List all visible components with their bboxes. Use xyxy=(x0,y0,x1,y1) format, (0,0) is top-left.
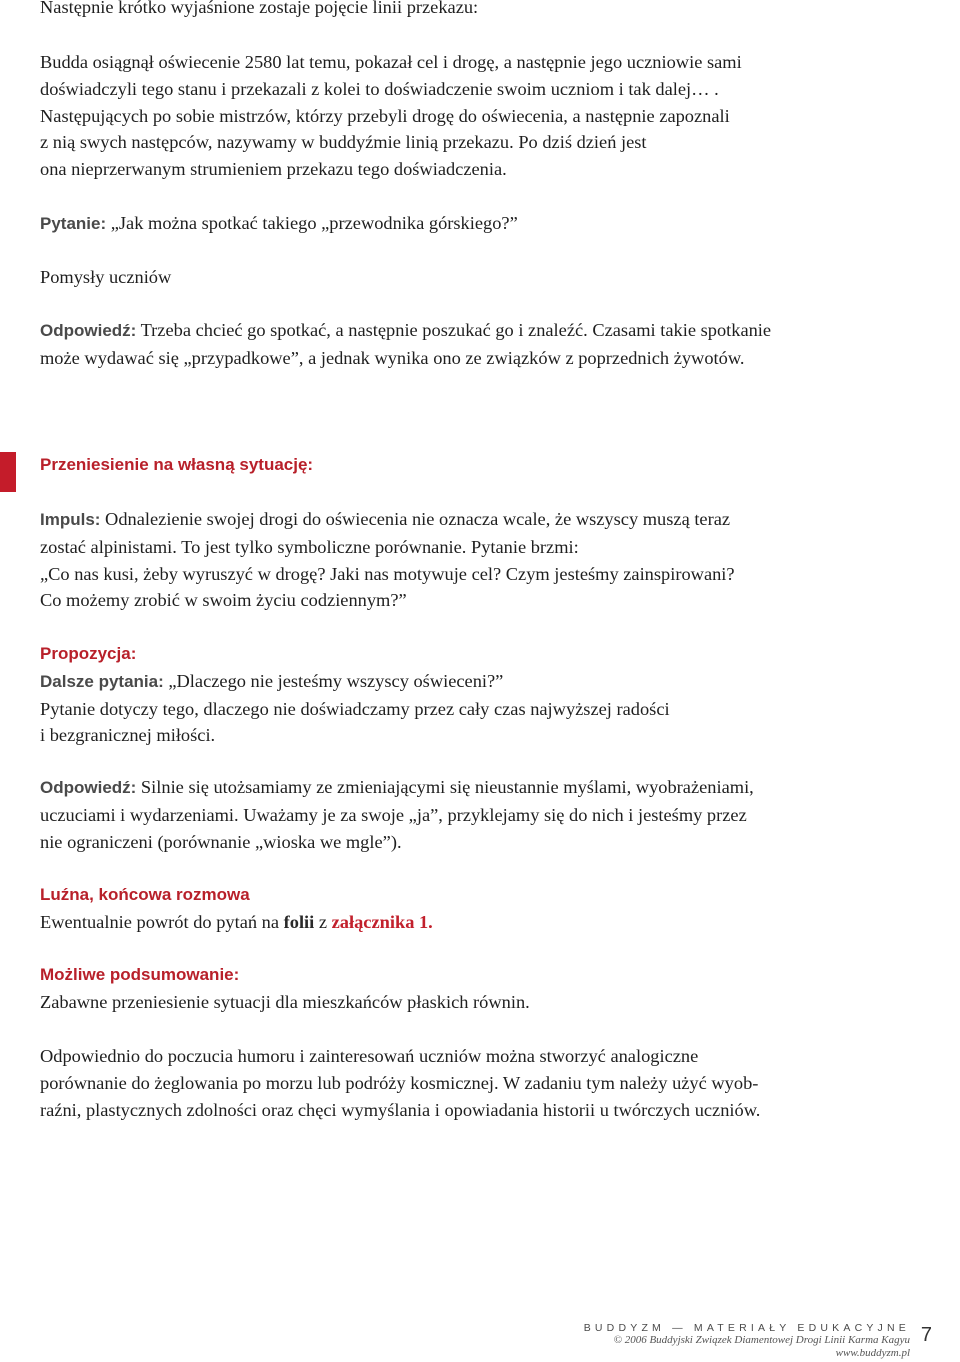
explanation-line: Pytanie dotyczy tego, dlaczego nie doświadczamy przez cały czas najwyższej radości xyxy=(40,698,670,719)
impulse-line: Co możemy zrobić w swoim życiu codziennym?” xyxy=(40,590,407,611)
impulse-block xyxy=(40,506,735,614)
closing-block xyxy=(40,882,433,936)
paragraph-line: z nią swych następców, nazywamy w buddyźmie linią przekazu. Po dziś dzień jest xyxy=(40,132,647,153)
section-heading: Przeniesienie na własną sytuację: xyxy=(40,455,314,474)
impulse-text: Odnalezienie swojej drogi do oświecenia nie oznacza wcale, że wszyscy muszą teraz xyxy=(100,509,731,529)
page-footer xyxy=(584,1322,932,1360)
paragraph-line: Odpowiednio do poczucia humoru i zainteresowań uczniów można stworzyć analogiczne xyxy=(40,1046,699,1066)
summary-text: Zabawne przeniesienie sytuacji dla mieszkańców płaskich równin. xyxy=(40,991,530,1012)
paragraph-line: ona nieprzerwanym strumieniem przekazu tego doświadczenia. xyxy=(40,159,507,180)
impulse-line: zostać alpinistami. To jest tylko symboliczne porównanie. Pytanie brzmi: xyxy=(40,536,579,557)
page-number: 7 xyxy=(920,1324,932,1346)
copyright-text: © 2006 Buddyjski Związek Diamentowej Drogi Linii Karma Kagyu xyxy=(613,1334,910,1346)
proposal-block xyxy=(40,641,670,749)
paragraph-line: Budda osiągnął oświecenie 2580 lat temu, pokazał cel i drogę, a następnie jego uczniowie sami xyxy=(40,52,742,72)
folii-text: folii xyxy=(283,911,315,932)
final-paragraph xyxy=(40,1043,760,1123)
answer-line: może wydawać się „przypadkowe”, a jednak wynika ono ze związków z poprzednich żywotów. xyxy=(40,347,745,368)
section-marker-bar xyxy=(0,452,16,492)
answer-1 xyxy=(40,317,771,372)
closing-mid: z xyxy=(314,911,332,932)
answer-text: Trzeba chcieć go spotkać, a następnie poszukać go i znaleźć. Czasami takie spotkanie xyxy=(136,320,772,340)
website-text: www.buddyzm.pl xyxy=(835,1347,910,1359)
paragraph-line: porównanie do żeglowania po morzu lub podróży kosmicznej. W zadaniu tym należy użyć wyob- xyxy=(40,1072,759,1093)
summary-label: Możliwe podsumowanie: xyxy=(40,965,240,984)
series-title: BUDDYZM — MATERIAŁY EDUKACYJNE xyxy=(583,1322,910,1334)
question-label: Pytanie: xyxy=(40,214,107,233)
lineage-paragraph xyxy=(40,49,742,183)
student-ideas: Pomysły uczniów xyxy=(40,267,172,287)
further-questions-text: „Dlaczego nie jesteśmy wszyscy oświeceni?” xyxy=(163,670,504,691)
explanation-line: i bezgranicznej miłości. xyxy=(40,725,216,746)
closing-label: Luźna, końcowa rozmowa xyxy=(40,885,250,904)
proposal-label: Propozycja: xyxy=(40,644,137,663)
impulse-label: Impuls: xyxy=(40,510,101,529)
answer-text: Silnie się utożsamiamy ze zmieniającymi się nieustannie myślami, wyobrażeniami, xyxy=(136,777,754,797)
further-questions-label: Dalsze pytania: xyxy=(40,671,164,691)
summary-block xyxy=(40,962,530,1016)
intro-text: Następnie krótko wyjaśnione zostaje pojęcie linii przekazu: xyxy=(40,0,479,17)
paragraph-line: Następujących po sobie mistrzów, którzy przebyli drogę do oświecenia, a następnie zapoznali xyxy=(40,105,730,126)
question-1 xyxy=(40,210,518,238)
attachment-link: załącznika 1. xyxy=(331,911,433,932)
answer-label: Odpowiedź: xyxy=(40,321,137,340)
question-text: „Jak można spotkać takiego „przewodnika górskiego?” xyxy=(106,213,518,233)
paragraph-line: doświadczyli tego stanu i przekazali z kolei to doświadczenie swoim uczniom i tak dalej… . xyxy=(40,78,719,99)
paragraph-line: raźni, plastycznych zdolności oraz chęci wymyślania i opowiadania historii u twórczych uczniów. xyxy=(40,1099,761,1120)
answer-2 xyxy=(40,774,754,855)
closing-text: Ewentualnie powrót do pytań na xyxy=(40,911,284,932)
answer-line: nie ograniczeni (porównanie „wioska we mgle”). xyxy=(40,831,402,852)
answer-line: uczuciami i wydarzeniami. Uważamy je za swoje „ja”, przyklejamy się do nich i jesteśmy przez xyxy=(40,804,747,825)
transfer-heading xyxy=(40,452,313,479)
answer-label: Odpowiedź: xyxy=(40,778,137,797)
impulse-line: „Co nas kusi, żeby wyruszyć w drogę? Jaki nas motywuje cel? Czym jesteśmy zainspirowani? xyxy=(40,563,735,584)
